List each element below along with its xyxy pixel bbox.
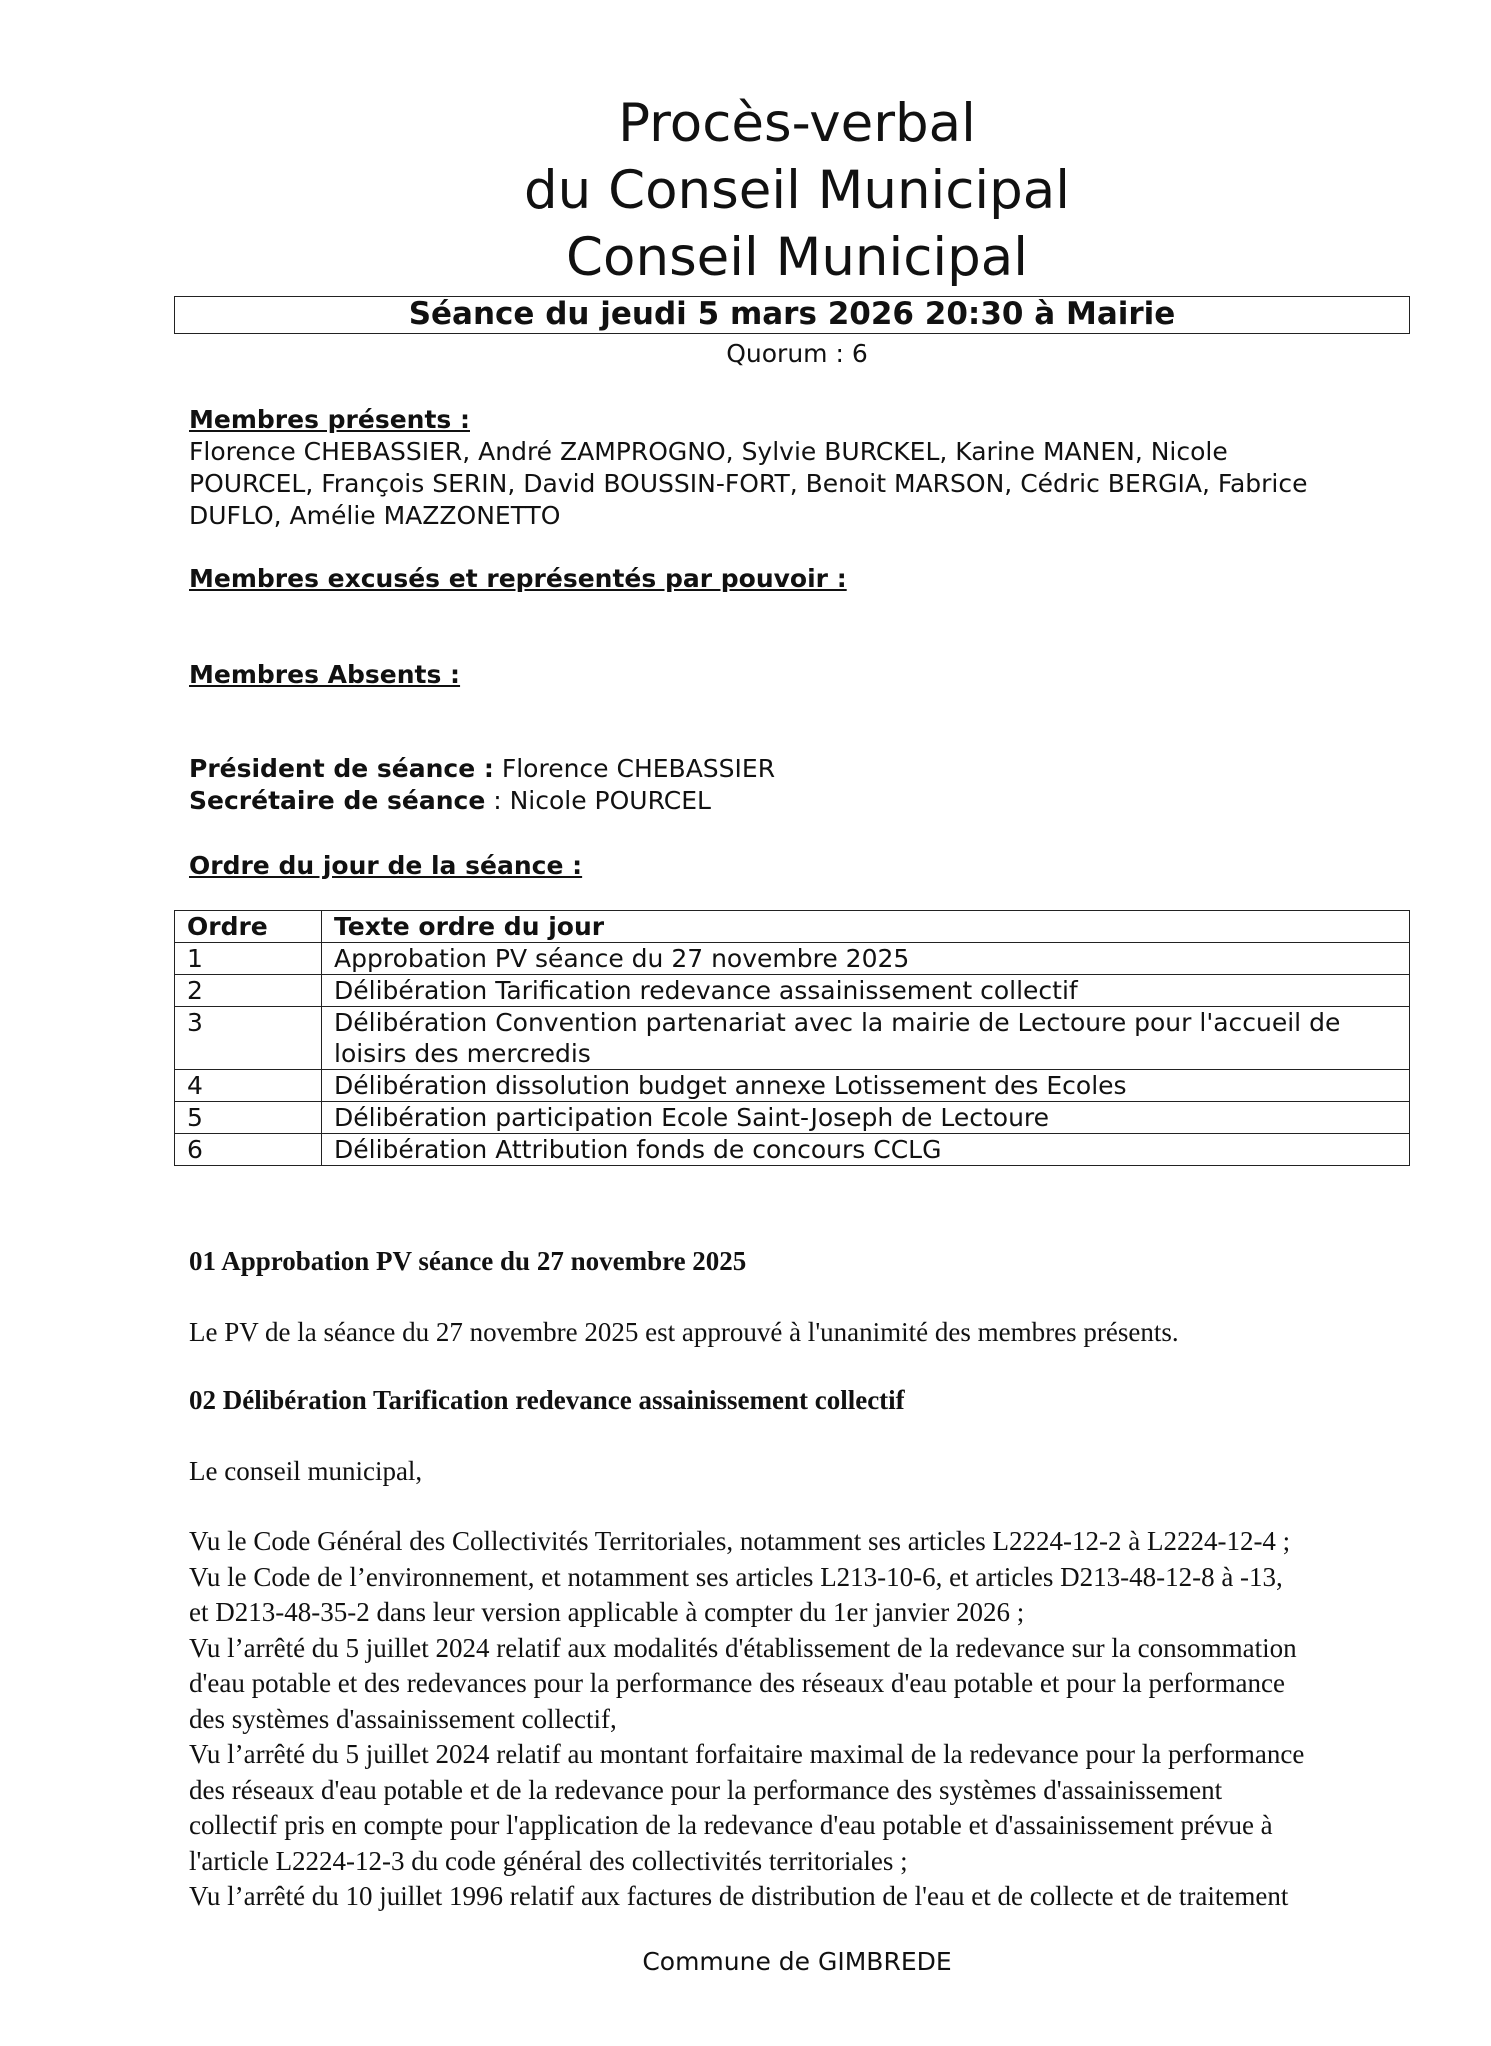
secretaire-label: Secrétaire de séance	[189, 786, 486, 815]
ordre-cell: 5	[175, 1102, 322, 1134]
president-label: Président de séance :	[189, 754, 494, 783]
membres-presents-label: Membres présents :	[189, 405, 470, 434]
col-texte-header: Texte ordre du jour	[322, 911, 1410, 943]
membres-presents	[189, 404, 1419, 532]
membres-excuses-label: Membres excusés et représentés par pouvoir :	[189, 564, 847, 593]
table-row	[175, 1007, 1410, 1070]
ordre-cell: 4	[175, 1070, 322, 1102]
texte-cell: Approbation PV séance du 27 novembre 2025	[322, 943, 1410, 975]
texte-cell: Délibération Attribution fonds de concours CCLG	[322, 1134, 1410, 1166]
body-line: Vu le Code de l’environnement, et notamment ses articles L213-10-6, et articles D213-48-12-8 à -13,	[189, 1561, 1283, 1592]
title-line-1: Procès-verbal	[618, 93, 976, 154]
col-ordre-header: Ordre	[175, 911, 322, 943]
table-header-row	[175, 911, 1410, 943]
ordre-du-jour-table	[174, 910, 1410, 1166]
body-line: des réseaux d'eau potable et de la redevance pour la performance des systèmes d'assainissement	[189, 1774, 1223, 1805]
president-value: Florence CHEBASSIER	[493, 754, 776, 783]
table-row	[175, 1102, 1410, 1134]
body-line: des systèmes d'assainissement collectif,	[189, 1703, 617, 1734]
section2-intro: Le conseil municipal,	[189, 1456, 423, 1486]
body-line: Vu l’arrêté du 5 juillet 2024 relatif au montant forfaitaire maximal de la redevance pour la performance	[189, 1739, 1305, 1769]
ordre-cell: 3	[175, 1007, 322, 1070]
quorum-text: Quorum : 6	[726, 339, 868, 368]
secretaire-line	[189, 785, 1419, 817]
texte-cell: Délibération Tarification redevance assainissement collectif	[322, 975, 1410, 1007]
section2-body	[189, 1524, 1489, 1915]
body-line: l'article L2224-12-3 du code général des collectivités territoriales ;	[189, 1845, 908, 1876]
table-row	[175, 943, 1410, 975]
body-line: Vu l’arrêté du 10 juillet 1996 relatif aux factures de distribution de l'eau et de collecte et de traitement	[189, 1881, 1289, 1911]
title-line-3: Conseil Municipal	[566, 227, 1028, 288]
membres-presents-line: POURCEL, François SERIN, David BOUSSIN-FORT, Benoit MARSON, Cédric BERGIA, Fabrice	[189, 469, 1308, 498]
secretaire-value: : Nicole POURCEL	[485, 786, 711, 815]
ordre-cell: 1	[175, 943, 322, 975]
seance-roles	[189, 753, 1419, 817]
section1-text: Le PV de la séance du 27 novembre 2025 est approuvé à l'unanimité des membres présents.	[189, 1317, 1179, 1347]
seance-banner: Séance du jeudi 5 mars 2026 20:30 à Mairie	[174, 296, 1410, 334]
membres-presents-line: Florence CHEBASSIER, André ZAMPROGNO, Sylvie BURCKEL, Karine MANEN, Nicole	[189, 437, 1228, 466]
ordre-du-jour-label: Ordre du jour de la séance :	[189, 851, 583, 880]
table-row	[175, 975, 1410, 1007]
president-line	[189, 753, 1419, 785]
ordre-cell: 2	[175, 975, 322, 1007]
title-line-2: du Conseil Municipal	[524, 160, 1070, 221]
membres-absents-label: Membres Absents :	[189, 660, 461, 689]
texte-cell: Délibération Convention partenariat avec la mairie de Lectoure pour l'accueil de loisirs des mercredis	[322, 1007, 1410, 1070]
page-footer: Commune de GIMBREDE	[642, 1947, 952, 1976]
body-line: Vu le Code Général des Collectivités Territoriales, notamment ses articles L2224-12-2 à L2224-12-4 ;	[189, 1526, 1291, 1556]
document-title	[0, 90, 1491, 291]
section1-heading: 01 Approbation PV séance du 27 novembre 2025	[189, 1246, 747, 1276]
texte-cell: Délibération participation Ecole Saint-Joseph de Lectoure	[322, 1102, 1410, 1134]
table-row	[175, 1070, 1410, 1102]
body-line: Vu l’arrêté du 5 juillet 2024 relatif aux modalités d'établissement de la redevance sur la consommation	[189, 1632, 1297, 1663]
table-row	[175, 1134, 1410, 1166]
membres-presents-line: DUFLO, Amélie MAZZONETTO	[189, 501, 561, 530]
body-line: et D213-48-35-2 dans leur version applicable à compter du 1er janvier 2026 ;	[189, 1597, 1025, 1627]
section2-heading: 02 Délibération Tarification redevance assainissement collectif	[189, 1385, 905, 1415]
ordre-cell: 6	[175, 1134, 322, 1166]
body-line: d'eau potable et des redevances pour la performance des réseaux d'eau potable et pour la performance	[189, 1668, 1285, 1698]
body-line: collectif pris en compte pour l'application de la redevance d'eau potable et d'assainissement prévue à	[189, 1810, 1273, 1840]
texte-cell: Délibération dissolution budget annexe Lotissement des Ecoles	[322, 1070, 1410, 1102]
